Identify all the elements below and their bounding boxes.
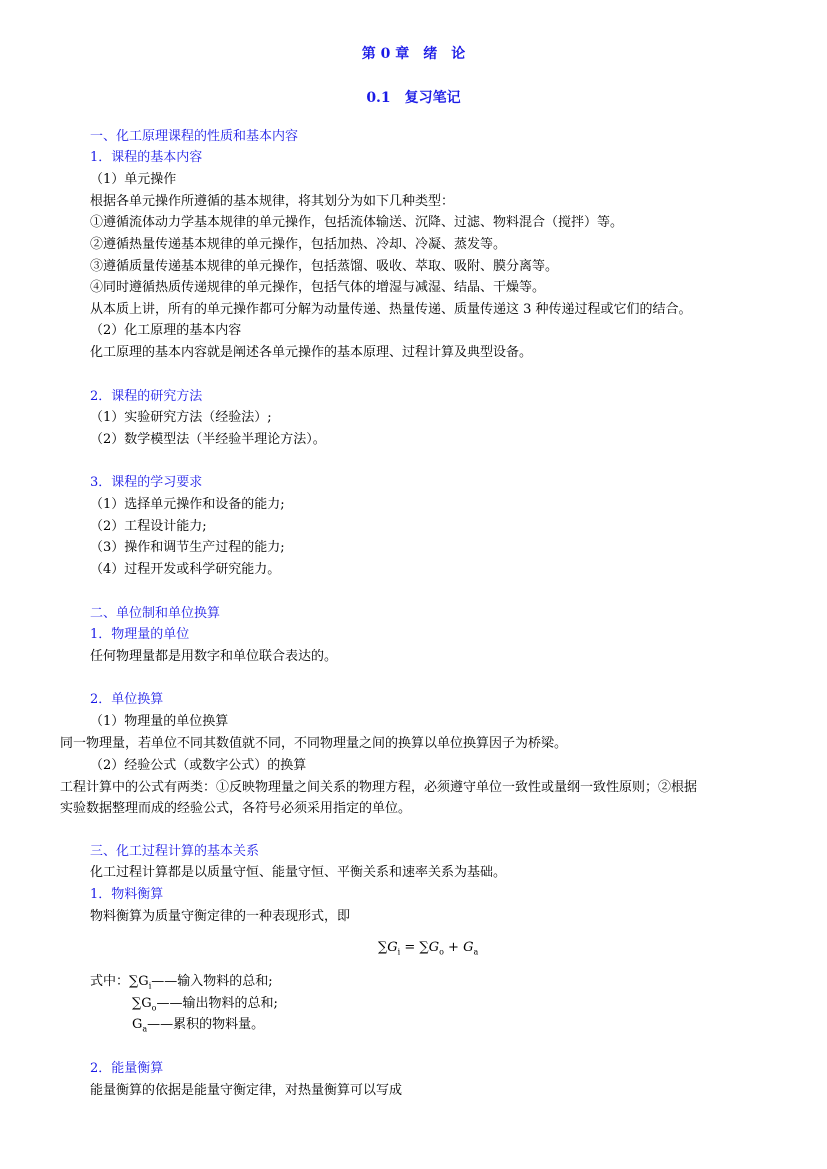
heading-2: 二、单位制和单位换算: [90, 606, 221, 621]
text-line: ③遵循质量传递基本规律的单元操作，包括蒸馏、吸收、萃取、吸附、膜分离等。: [90, 259, 559, 274]
text-line: （2）工程设计能力;: [90, 519, 207, 534]
text-line: 实验数据整理而成的经验公式，各符号必须采用指定的单位。: [60, 801, 412, 816]
subheading: 3．课程的学习要求: [90, 475, 203, 490]
text-line: 物料衡算为质量守衡定律的一种表现形式，即: [90, 909, 351, 924]
text-line: 能量衡算的依据是能量守衡定律，对热量衡算可以写成: [90, 1083, 403, 1098]
text-line: （2）化工原理的基本内容: [90, 323, 242, 338]
text-line: （3）操作和调节生产过程的能力;: [90, 540, 285, 555]
formula-note-output: $\sum G_o——$输出物料的总和;: [132, 996, 278, 1013]
text-line: 化工原理的基本内容就是阐述各单元操作的基本原理、过程计算及典型设备。: [90, 345, 533, 360]
subheading: 1．物理量的单位: [90, 627, 190, 642]
text-line: 同一物理量，若单位不同其数值就不同，不同物理量之间的换算以单位换算因子为桥梁。: [60, 736, 568, 751]
subheading: 1．物料衡算: [90, 887, 164, 902]
chapter-title: 第 0 章 绪 论: [361, 46, 466, 62]
text-line: 化工过程计算都是以质量守恒、能量守恒、平衡关系和速率关系为基础。: [90, 865, 507, 880]
text-line: 从本质上讲，所有的单元操作都可分解为动量传递、热量传递、质量传递这 3 种传递过程或它们的结合。: [90, 302, 692, 317]
text-line: 工程计算中的公式有两类：①反映物理量之间关系的物理方程，必须遵守单位一致性或量纲一致性原则；②根据: [60, 780, 698, 795]
section-title: 0.1 复习笔记: [366, 90, 461, 106]
subheading: 2．能量衡算: [90, 1061, 164, 1076]
text-line: （4）过程开发或科学研究能力。: [90, 562, 281, 577]
heading-3: 三、化工过程计算的基本关系: [90, 844, 260, 859]
text-line: （1）物理量的单位换算: [90, 714, 229, 729]
text-line: 根据各单元操作所遵循的基本规律，将其划分为如下几种类型：: [90, 194, 455, 209]
subheading: 2．课程的研究方法: [90, 389, 203, 404]
text-line: （2）数学模型法（半经验半理论方法）。: [90, 432, 326, 447]
text-line: （1）单元操作: [90, 172, 177, 187]
text-line: （1）选择单元操作和设备的能力;: [90, 497, 285, 512]
subheading: 2．单位换算: [90, 692, 164, 707]
text-line: ①遵循流体动力学基本规律的单元操作，包括流体输送、沉降、过滤、物料混合（搅拌）等。: [90, 215, 624, 230]
mass-balance-formula: $\sum G_i = \sum G_o + G_a$: [378, 940, 479, 957]
text-line: （2）经验公式（或数字公式）的换算: [90, 758, 307, 773]
text-line: ④同时遵循热质传递规律的单元操作，包括气体的增湿与减湿、结晶、干燥等。: [90, 280, 546, 295]
subheading: 1．课程的基本内容: [90, 150, 203, 165]
formula-note-accumulation: $G_a——$累积的物料量。: [132, 1017, 265, 1034]
text-line: ②遵循热量传递基本规律的单元操作，包括加热、冷却、冷凝、蒸发等。: [90, 237, 507, 252]
formula-note-input: 式中：$\sum G_i——$输入物料的总和;: [90, 974, 273, 991]
heading-1: 一、化工原理课程的性质和基本内容: [90, 129, 299, 144]
text-line: （1）实验研究方法（经验法）;: [90, 410, 272, 425]
text-line: 任何物理量都是用数字和单位联合表达的。: [90, 649, 338, 664]
